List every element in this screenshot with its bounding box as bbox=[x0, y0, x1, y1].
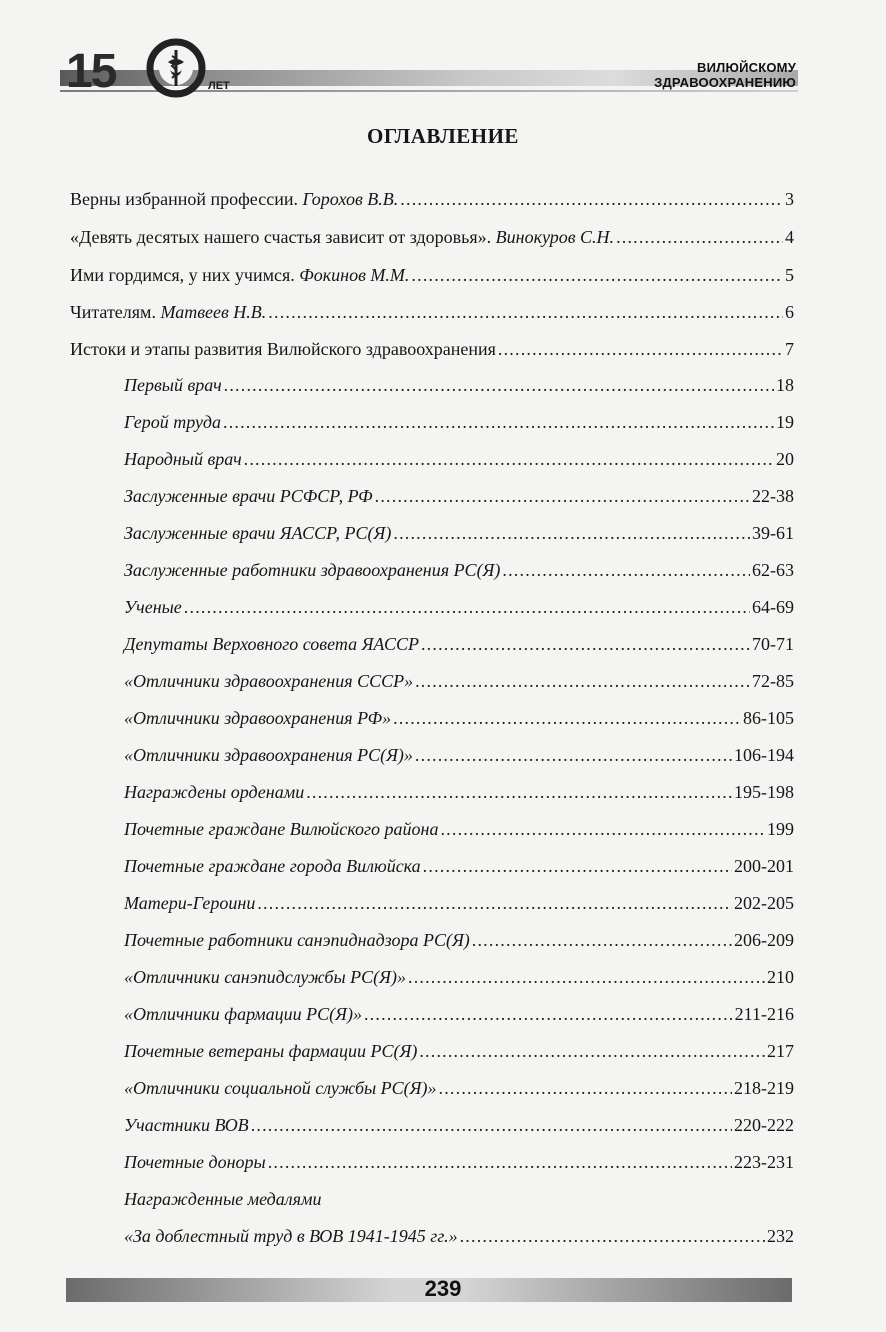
toc-entry-title: Почетные ветераны фармации РС(Я) bbox=[124, 1041, 418, 1061]
toc-subentry[interactable] bbox=[124, 1149, 794, 1175]
page-header bbox=[0, 0, 886, 110]
toc-subentry[interactable] bbox=[124, 1223, 794, 1249]
toc-entry-page: 72-85 bbox=[752, 671, 794, 691]
leader-dots bbox=[408, 964, 765, 990]
leader-dots bbox=[400, 186, 783, 212]
toc-entry-author: Горохов В.В. bbox=[302, 189, 399, 209]
bowl-of-hygieia-icon bbox=[144, 36, 216, 108]
toc-entry[interactable] bbox=[70, 224, 794, 250]
toc-entry-title: «Девять десятых нашего счастья зависит от здоровья». Винокуров С.Н. bbox=[70, 227, 615, 247]
toc-entry-title: Награжденные медалями bbox=[124, 1189, 322, 1209]
leader-dots bbox=[268, 299, 783, 325]
toc-entry-title: «Отличники здравоохранения СССР» bbox=[124, 671, 414, 691]
toc-entry-page: 4 bbox=[785, 227, 794, 247]
toc-subentry[interactable] bbox=[124, 1075, 794, 1101]
toc-entry-title: Почетные граждане города Вилюйска bbox=[124, 856, 421, 876]
leader-dots bbox=[184, 594, 750, 620]
toc-entry-title: Истоки и этапы развития Вилюйского здравоохранения bbox=[70, 339, 496, 359]
toc-entry-title: Депутаты Верховного совета ЯАССР bbox=[124, 634, 419, 654]
toc-subentry[interactable] bbox=[124, 890, 794, 916]
toc-entry-page: 210 bbox=[767, 967, 794, 987]
toc-entry-page: 5 bbox=[785, 265, 794, 285]
page-number: 239 bbox=[424, 1276, 462, 1301]
header-title-line1: ВИЛЮЙСКОМУ bbox=[697, 60, 796, 75]
leader-dots bbox=[393, 705, 741, 731]
header-title bbox=[654, 60, 796, 90]
toc-entry-page: 6 bbox=[785, 302, 794, 322]
toc-entry-page: 199 bbox=[767, 819, 794, 839]
leader-dots bbox=[440, 816, 765, 842]
toc-entry-title: «Отличники фармации РС(Я)» bbox=[124, 1004, 362, 1024]
leader-dots bbox=[421, 631, 750, 657]
toc-subentry[interactable] bbox=[124, 927, 794, 953]
leader-dots bbox=[223, 409, 774, 435]
toc-entry-title: Заслуженные работники здравоохранения РС(Я) bbox=[124, 560, 501, 580]
toc-entry-page: 19 bbox=[776, 412, 794, 432]
leader-dots bbox=[244, 446, 774, 472]
toc-subentry[interactable] bbox=[124, 520, 794, 546]
toc-subentry[interactable] bbox=[124, 409, 794, 435]
leader-dots bbox=[411, 262, 783, 288]
toc-entry-title: Участники ВОВ bbox=[124, 1115, 249, 1135]
toc-entry-page: 218-219 bbox=[734, 1078, 794, 1098]
toc-entry-page: 20 bbox=[776, 449, 794, 469]
toc-subentry[interactable] bbox=[124, 742, 794, 768]
leader-dots bbox=[415, 668, 750, 694]
toc-subentry[interactable] bbox=[124, 1112, 794, 1138]
leader-dots bbox=[268, 1149, 732, 1175]
toc-subentry[interactable] bbox=[124, 1001, 794, 1027]
leader-dots bbox=[616, 224, 783, 250]
toc-entry-title: Заслуженные врачи РСФСР, РФ bbox=[124, 486, 373, 506]
toc-subentry[interactable] bbox=[124, 557, 794, 583]
toc-entry-page: 62-63 bbox=[752, 560, 794, 580]
toc-entry-title: «Отличники здравоохранения РФ» bbox=[124, 708, 392, 728]
toc-entry-title: Почетные граждане Вилюйского района bbox=[124, 819, 439, 839]
toc-entry[interactable] bbox=[70, 186, 794, 212]
toc-entry-page: 22-38 bbox=[752, 486, 794, 506]
toc-subentry[interactable] bbox=[124, 668, 794, 694]
toc-subentry[interactable] bbox=[124, 594, 794, 620]
leader-dots bbox=[423, 853, 732, 879]
leader-dots bbox=[251, 1112, 732, 1138]
toc-entry-title: Ученые bbox=[124, 597, 182, 617]
toc-entry-page: 220-222 bbox=[734, 1115, 794, 1135]
toc-entry-title: «Отличники здравоохранения РС(Я)» bbox=[124, 745, 413, 765]
toc-entry-title: Читателям. Матвеев Н.В. bbox=[70, 302, 267, 322]
toc-subentry[interactable] bbox=[124, 853, 794, 879]
leader-dots bbox=[419, 1038, 765, 1064]
leader-dots bbox=[415, 742, 732, 768]
toc-entry-title: Герой труда bbox=[124, 412, 221, 432]
toc-entry-author: Винокуров С.Н. bbox=[495, 227, 615, 247]
toc-entry-page: 217 bbox=[767, 1041, 794, 1061]
toc-entry[interactable] bbox=[70, 336, 794, 362]
leader-dots bbox=[257, 890, 732, 916]
header-title-line2: ЗДРАВООХРАНЕНИЮ bbox=[654, 75, 796, 90]
toc-subentry[interactable] bbox=[124, 816, 794, 842]
leader-dots bbox=[375, 483, 750, 509]
leader-dots bbox=[306, 779, 732, 805]
toc-entry-title: «За доблестный труд в ВОВ 1941-1945 гг.» bbox=[124, 1226, 458, 1246]
toc-entry-title: «Отличники социальной службы РС(Я)» bbox=[124, 1078, 437, 1098]
toc-subentry[interactable] bbox=[124, 1186, 794, 1212]
toc-entry-page: 3 bbox=[785, 189, 794, 209]
toc-entry-title: Почетные доноры bbox=[124, 1152, 266, 1172]
toc-entry-title: «Отличники санэпидслужбы РС(Я)» bbox=[124, 967, 406, 987]
toc-entry-page: 39-61 bbox=[752, 523, 794, 543]
toc-entry-page: 7 bbox=[785, 339, 794, 359]
leader-dots bbox=[364, 1001, 733, 1027]
toc-entry-page: 200-201 bbox=[734, 856, 794, 876]
toc-subentry[interactable] bbox=[124, 446, 794, 472]
toc-entry-author: Фокинов М.М. bbox=[299, 265, 410, 285]
toc-entry[interactable] bbox=[70, 299, 794, 325]
toc-entry-page: 223-231 bbox=[734, 1152, 794, 1172]
toc-entry-page: 70-71 bbox=[752, 634, 794, 654]
toc-entry-title: Награждены орденами bbox=[124, 782, 305, 802]
toc-entry-page: 195-198 bbox=[734, 782, 794, 802]
toc-entry-title: Первый врач bbox=[124, 375, 222, 395]
toc-entry-page: 106-194 bbox=[734, 745, 794, 765]
toc-subentry[interactable] bbox=[124, 483, 794, 509]
toc-subentry[interactable] bbox=[124, 779, 794, 805]
toc-entry-page: 86-105 bbox=[743, 708, 794, 728]
toc-entry-page: 232 bbox=[767, 1226, 794, 1246]
toc-entry-title: Верны избранной профессии. Горохов В.В. bbox=[70, 189, 399, 209]
logo-number: 15 bbox=[66, 45, 116, 98]
logo-years-label: ЛЕТ bbox=[208, 80, 230, 92]
toc-subentry[interactable] bbox=[124, 631, 794, 657]
toc-subentry[interactable] bbox=[124, 1038, 794, 1064]
leader-dots bbox=[460, 1223, 765, 1249]
toc-entry-page: 206-209 bbox=[734, 930, 794, 950]
toc-subentry[interactable] bbox=[124, 705, 794, 731]
leader-dots bbox=[502, 557, 750, 583]
toc-entry-title: Почетные работники санэпиднадзора РС(Я) bbox=[124, 930, 470, 950]
toc-entry-title: Заслуженные врачи ЯАССР, РС(Я) bbox=[124, 523, 392, 543]
leader-dots bbox=[472, 927, 732, 953]
leader-dots bbox=[393, 520, 750, 546]
toc-entry-title: Народный врач bbox=[124, 449, 242, 469]
toc-entry-title: Матери-Героини bbox=[124, 893, 256, 913]
leader-dots bbox=[224, 372, 774, 398]
toc-entry-author: Матвеев Н.В. bbox=[160, 302, 267, 322]
toc-entry-page: 64-69 bbox=[752, 597, 794, 617]
toc-entry-page: 18 bbox=[776, 375, 794, 395]
anniversary-logo bbox=[60, 28, 230, 98]
leader-dots bbox=[498, 336, 783, 362]
toc-subentry[interactable] bbox=[124, 372, 794, 398]
toc-entry-page: 202-205 bbox=[734, 893, 794, 913]
page-title: ОГЛАВЛЕНИЕ bbox=[367, 124, 519, 148]
toc-subentry[interactable] bbox=[124, 964, 794, 990]
toc-entry[interactable] bbox=[70, 262, 794, 288]
toc-entry-title: Ими гордимся, у них учимся. Фокинов М.М. bbox=[70, 265, 410, 285]
toc-entry-page: 211-216 bbox=[734, 1004, 794, 1024]
leader-dots bbox=[439, 1075, 732, 1101]
